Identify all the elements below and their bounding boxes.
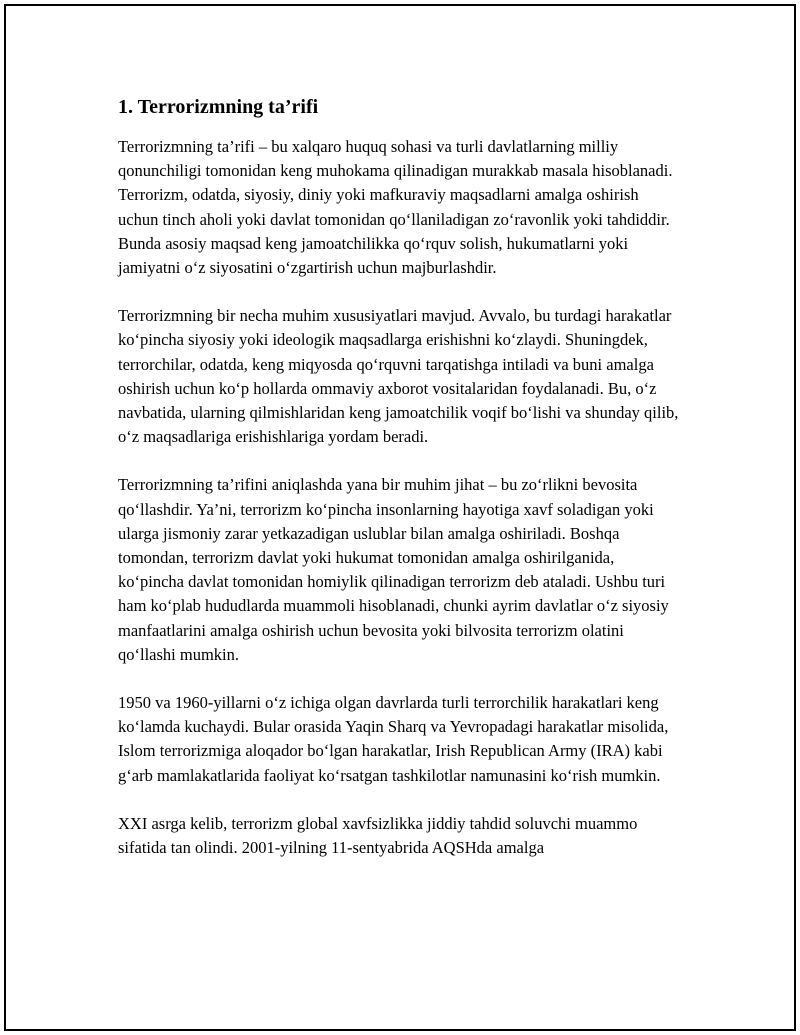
paragraph-4: 1950 va 1960-yillarni o‘z ichiga olgan davrlarda turli terrorchilik harakatlari keng ko‘lamda kuchaydi. Bular orasida Yaqin Sharq va Yevropadagi harakatlar misolida, Islom terrorizmiga aloqador bo‘lgan harakatlar, Irish Republican Army (IRA) kabi g‘arb mamlakatlarida faoliyat ko‘rsatgan tashkilotlar namunasini ko‘rish mumkin. [118,693,669,785]
document-body [118,93,683,884]
paragraph-3: Terrorizmning ta’rifini aniqlashda yana bir muhim jihat – bu zo‘rlikni bevosita qo‘llashdir. Ya’ni, terrorizm ko‘pincha insonlarning hayotiga xavf soladigan yoki ularga jismoniy zarar yetkazadigan uslublar bilan amalga oshiriladi. Boshqa tomondan, terrorizm davlat yoki hukumat tomonidan amalga oshirilganida, ko‘pincha davlat tomonidan homiylik qilinadigan terrorizm deb ataladi. Ushbu turi ham ko‘plab hududlarda muammoli hisoblanadi, chunki ayrim davlatlar o‘z siyosiy manfaatlarini amalga oshirish uchun bevosita yoki bilvosita terrorizm olatini qo‘llashi mumkin. [118,475,669,664]
section-heading: 1. Terrorizmning ta’rifi [118,96,319,118]
paragraph-1: Terrorizmning ta’rifi – bu xalqaro huquq sohasi va turli davlatlarning milliy qonunchiligi tomonidan keng muhokama qilinadigan murakkab masala hisoblanadi. Terrorizm, odatda, siyosiy, diniy yoki mafkuraviy maqsadlarni amalga oshirish uchun tinch aholi yoki davlat tomonidan qo‘llaniladigan zo‘ravonlik yoki tahdiddir. Bunda asosiy maqsad keng jamoatchilikka qo‘rquv solish, hukumatlarni yoki jamiyatni o‘z siyosatini o‘zgartirish uchun majburlashdir. [118,137,673,278]
paragraph-2: Terrorizmning bir necha muhim xususiyatlari mavjud. Avvalo, bu turdagi harakatlar ko‘pincha siyosiy yoki ideologik maqsadlarga erishishni ko‘zlaydi. Shuningdek, terrorchilar, odatda, keng miqyosda qo‘rquvni tarqatishga intiladi va buni amalga oshirish uchun ko‘p hollarda ommaviy axborot vositalaridan foydalanadi. Bu, o‘z navbatida, ularning qilmishlaridan keng jamoatchilik voqif bo‘lishi va shunday qilib, o‘z maqsadlariga erishishlariga yordam beradi. [118,306,679,447]
paragraph-5: XXI asrga kelib, terrorizm global xavfsizlikka jiddiy tahdid soluvchi muammo sifatida tan olindi. 2001-yilning 11-sentyabrida AQSHda amalga [118,813,638,858]
